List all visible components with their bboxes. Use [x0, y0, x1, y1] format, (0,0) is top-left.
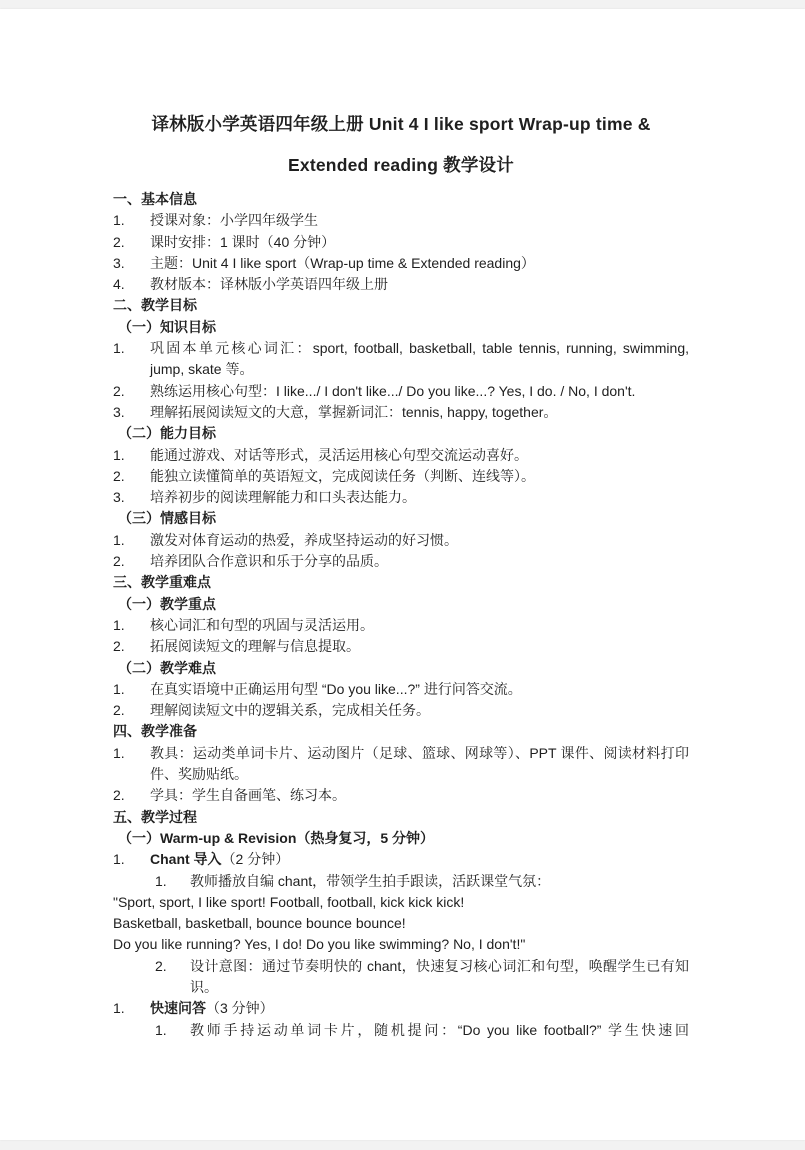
- item-text: 巩固本单元核心词汇：sport, football, basketball, table tennis, running, swimming, jump, skate 等。: [150, 340, 689, 378]
- list-item: [113, 551, 689, 572]
- item-number: 2.: [113, 702, 125, 719]
- item-number: 3.: [113, 489, 125, 506]
- item-text: 培养初步的阅读理解能力和口头表达能力。: [150, 489, 416, 506]
- section-heading: 三、教学重难点: [113, 574, 211, 591]
- subsection-heading: （一）Warm-up & Revision（热身复习，5 分钟）: [118, 829, 435, 846]
- item-text: 熟练运用核心句型：I like.../ I don't like.../ Do you like...? Yes, I do. / No, I don't.: [150, 382, 636, 399]
- item-number: 4.: [113, 276, 125, 293]
- item-text: 核心词汇和句型的巩固与灵活运用。: [150, 616, 374, 633]
- nested-list-item: [113, 956, 689, 999]
- section-heading: 五、教学过程: [113, 808, 197, 825]
- list-item: [113, 785, 689, 806]
- item-text: 学具：学生自备画笔、练习本。: [150, 787, 346, 804]
- item-number: 2.: [113, 233, 125, 250]
- item-text: 设计意图：通过节奏明快的 chant，快速复习核心词汇和句型，唤醒学生已有知识。: [190, 957, 689, 995]
- list-item: [113, 487, 689, 508]
- subsection-heading: （一）教学重点: [118, 595, 216, 612]
- list-item: [113, 679, 689, 700]
- item-text: Chant 导入（2 分钟）: [150, 851, 290, 868]
- item-number: 2.: [113, 787, 125, 804]
- item-text: 教师手持运动单词卡片，随机提问：“Do you like football?” 学生快速回: [190, 1021, 689, 1038]
- item-text: 拓展阅读短文的理解与信息提取。: [150, 638, 360, 655]
- item-text: 激发对体育运动的热爱，养成坚持运动的好习惯。: [150, 531, 458, 548]
- subsection-heading: （三）情感目标: [118, 510, 216, 527]
- list-item: [113, 466, 689, 487]
- item-number: 2.: [113, 638, 125, 655]
- doc-title-line-2: Extended reading 教学设计: [288, 155, 514, 175]
- document-page: [0, 9, 805, 1140]
- list-item: [113, 530, 689, 551]
- item-text-bold: 快速问答: [150, 1000, 206, 1017]
- item-text: 课时安排：1 课时（40 分钟）: [150, 233, 336, 250]
- item-number: 1.: [113, 212, 125, 229]
- nested-list-item: [113, 1020, 689, 1041]
- item-text: 能独立读懂简单的英语短文，完成阅读任务（判断、连线等）。: [150, 467, 535, 484]
- item-text: 教具：运动类单词卡片、运动图片（足球、篮球、网球等）、PPT 课件、阅读材料打印件、奖励贴纸。: [150, 744, 689, 783]
- chant-line: Basketball, basketball, bounce bounce bounce!: [113, 915, 406, 932]
- item-number: 1.: [113, 851, 125, 868]
- item-number: 2.: [113, 467, 125, 484]
- nested-list-item: [113, 871, 689, 892]
- item-text: 授课对象：小学四年级学生: [150, 212, 318, 229]
- item-text: 主题：Unit 4 I like sport（Wrap-up time & Extended reading）: [150, 254, 535, 271]
- list-item: [113, 445, 689, 466]
- subsection-heading: （二）能力目标: [118, 425, 216, 442]
- section-heading: 四、教学准备: [113, 723, 197, 740]
- list-item: [113, 849, 689, 870]
- item-number: 1.: [113, 616, 125, 633]
- list-item: [113, 998, 689, 1019]
- list-item: [113, 210, 689, 231]
- item-number: 3.: [113, 254, 125, 271]
- list-item: [113, 636, 689, 657]
- doc-title-line-1: 译林版小学英语四年级上册 Unit 4 I like sport Wrap-up time &: [151, 114, 651, 134]
- item-text: 教师播放自编 chant，带领学生拍手跟读，活跃课堂气氛：: [190, 872, 551, 889]
- item-number: 2.: [113, 382, 125, 399]
- doc-body: [113, 189, 689, 1041]
- subsection-heading: （二）教学难点: [118, 659, 216, 676]
- document-content: [0, 9, 805, 1041]
- item-number: 1.: [155, 1021, 167, 1038]
- item-text-bold: Chant 导入: [150, 851, 222, 868]
- list-item: [113, 743, 689, 786]
- item-text: 在真实语境中正确运用句型 “Do you like...?” 进行问答交流。: [150, 680, 522, 697]
- item-text: 快速问答（3 分钟）: [150, 1000, 274, 1017]
- list-item: [113, 381, 689, 402]
- chant-line: Do you like running? Yes, I do! Do you like swimming? No, I don't!": [113, 936, 526, 953]
- list-item: [113, 232, 689, 253]
- item-text: 培养团队合作意识和乐于分享的品质。: [150, 553, 388, 570]
- item-number: 1.: [113, 680, 125, 697]
- section-heading: 二、教学目标: [113, 297, 197, 314]
- list-item: [113, 274, 689, 295]
- list-item: [113, 338, 689, 381]
- item-number: 1.: [113, 340, 125, 357]
- item-text: 能通过游戏、对话等形式，灵活运用核心句型交流运动喜好。: [150, 446, 528, 463]
- item-number: 1.: [113, 531, 125, 548]
- subsection-heading: （一）知识目标: [118, 318, 216, 335]
- list-item: [113, 402, 689, 423]
- item-number: 1.: [113, 1000, 125, 1017]
- list-item: [113, 700, 689, 721]
- item-number: 1.: [113, 446, 125, 463]
- list-item: [113, 615, 689, 636]
- section-heading: 一、基本信息: [113, 191, 197, 207]
- item-number: 2.: [155, 957, 167, 974]
- item-number: 2.: [113, 553, 125, 570]
- item-number: 1.: [155, 872, 167, 889]
- item-text: 理解拓展阅读短文的大意，掌握新词汇：tennis, happy, together。: [150, 403, 558, 420]
- item-number: 1.: [113, 744, 125, 761]
- list-item: [113, 253, 689, 274]
- item-number: 3.: [113, 403, 125, 420]
- item-text: 理解阅读短文中的逻辑关系，完成相关任务。: [150, 702, 430, 719]
- item-text: 教材版本：译林版小学英语四年级上册: [150, 276, 388, 293]
- chant-line: "Sport, sport, I like sport! Football, football, kick kick kick!: [113, 893, 465, 910]
